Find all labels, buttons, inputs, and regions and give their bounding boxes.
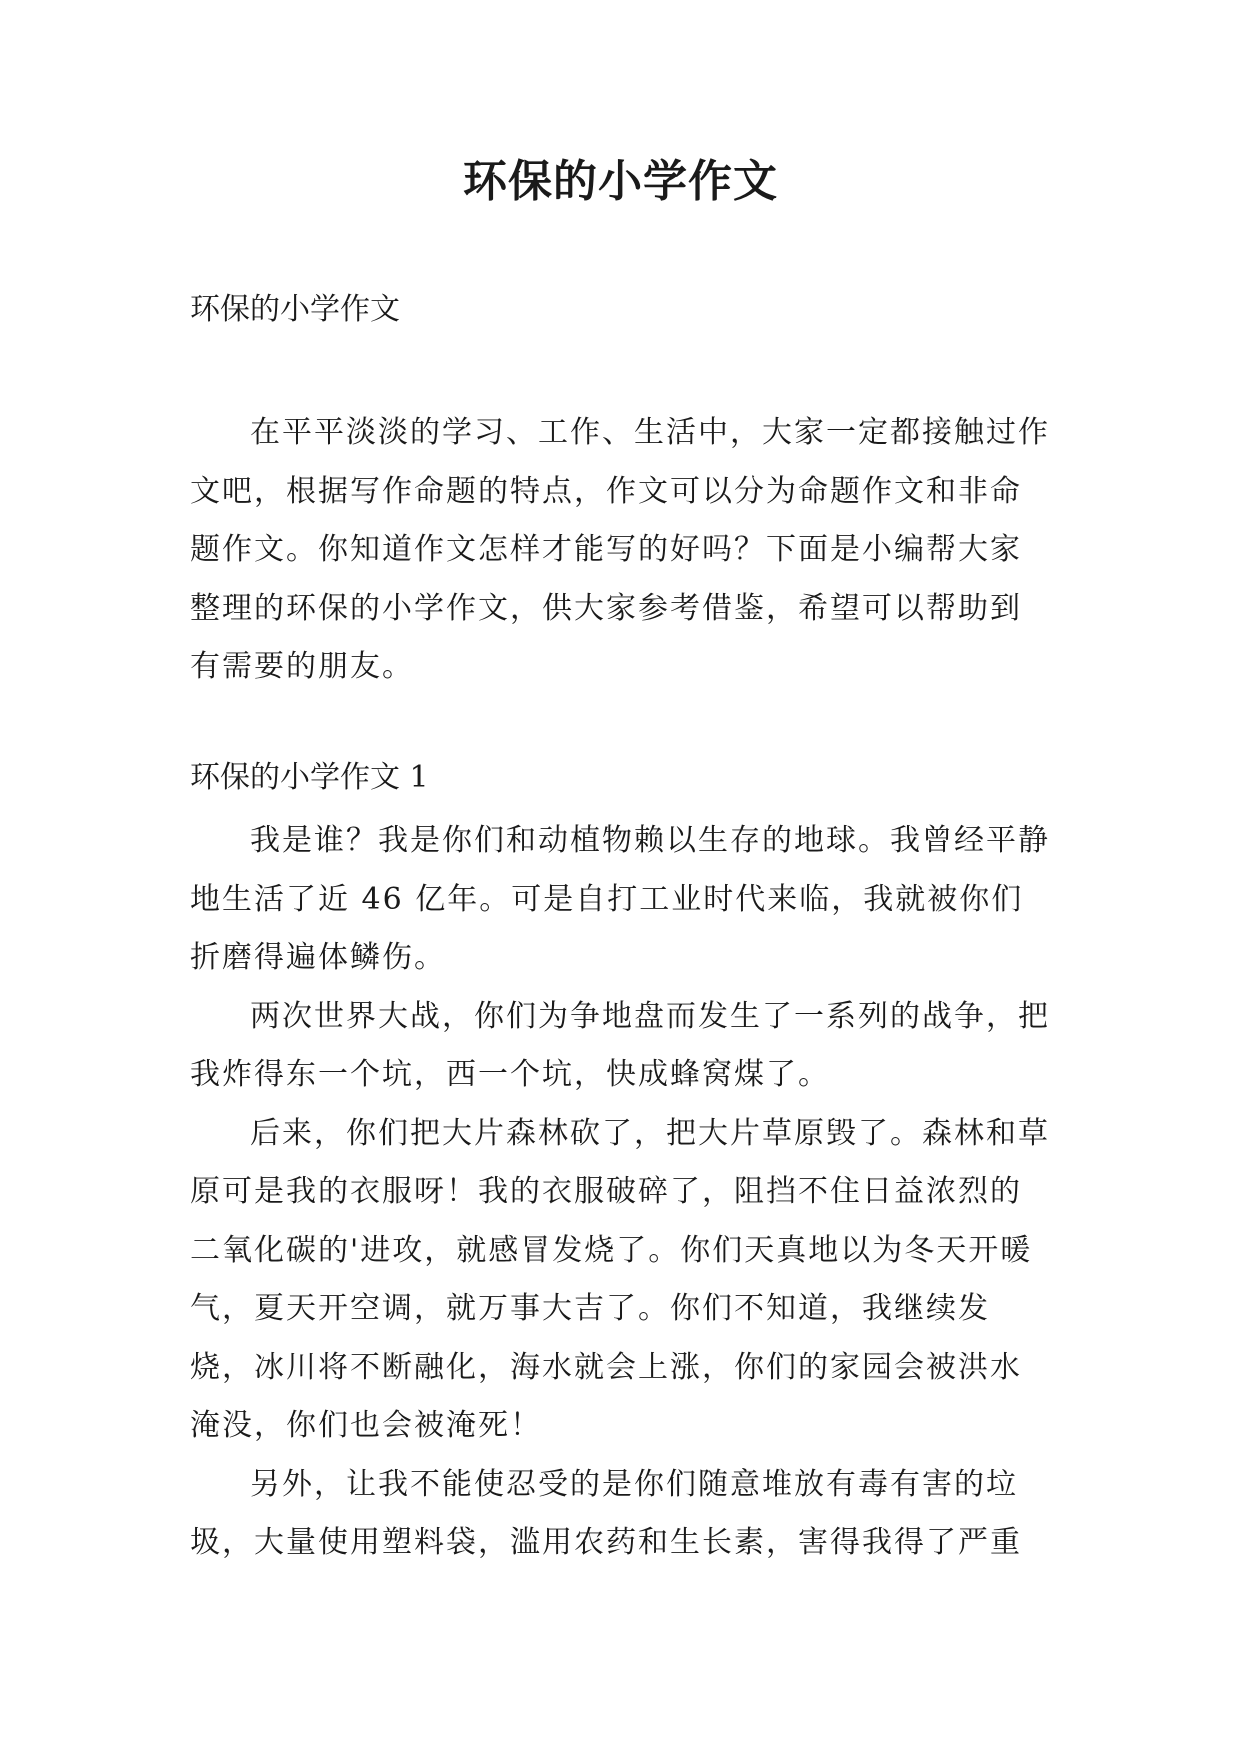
document-subtitle: 环保的小学作文 bbox=[190, 292, 400, 327]
document-title: 环保的小学作文 bbox=[463, 156, 778, 207]
intro-paragraph: 在平平淡淡的学习、工作、生活中，大家一定都接触过作文吧，根据写作命题的特点，作文可以分为命题作文和非命题作文。你知道作文怎样才能写的好吗？下面是小编帮大家整理的环保的小学作文，供大家参考借鉴，希望可以帮助到有需要的朋友。 bbox=[190, 415, 1050, 684]
intro-paragraph-block bbox=[190, 404, 1050, 697]
body-paragraph: 另外，让我不能使忍受的是你们随意堆放有毒有害的垃圾，大量使用塑料袋，滥用农药和生长素，害得我得了严重 bbox=[190, 1466, 1022, 1560]
body-paragraph: 两次世界大战，你们为争地盘而发生了一系列的战争，把我炸得东一个坑，西一个坑，快成蜂窝煤了。 bbox=[190, 998, 1050, 1092]
section-heading: 环保的小学作文 1 bbox=[190, 760, 429, 795]
body-paragraph: 我是谁？我是你们和动植物赖以生存的地球。我曾经平静地生活了近 46 亿年。可是自打工业时代来临，我就被你们折磨得遍体鳞伤。 bbox=[190, 823, 1050, 975]
body-paragraph: 后来，你们把大片森林砍了，把大片草原毁了。森林和草原可是我的衣服呀！我的衣服破碎了，阻挡不住日益浓烈的二氧化碳的'进攻，就感冒发烧了。你们天真地以为冬天开暖气，夏天开空调，就万事大吉了。你们不知道，我继续发烧，冰川将不断融化，海水就会上涨，你们的家园会被洪水淹没，你们也会被淹死！ bbox=[190, 1115, 1050, 1443]
essay-body bbox=[190, 812, 1050, 1573]
